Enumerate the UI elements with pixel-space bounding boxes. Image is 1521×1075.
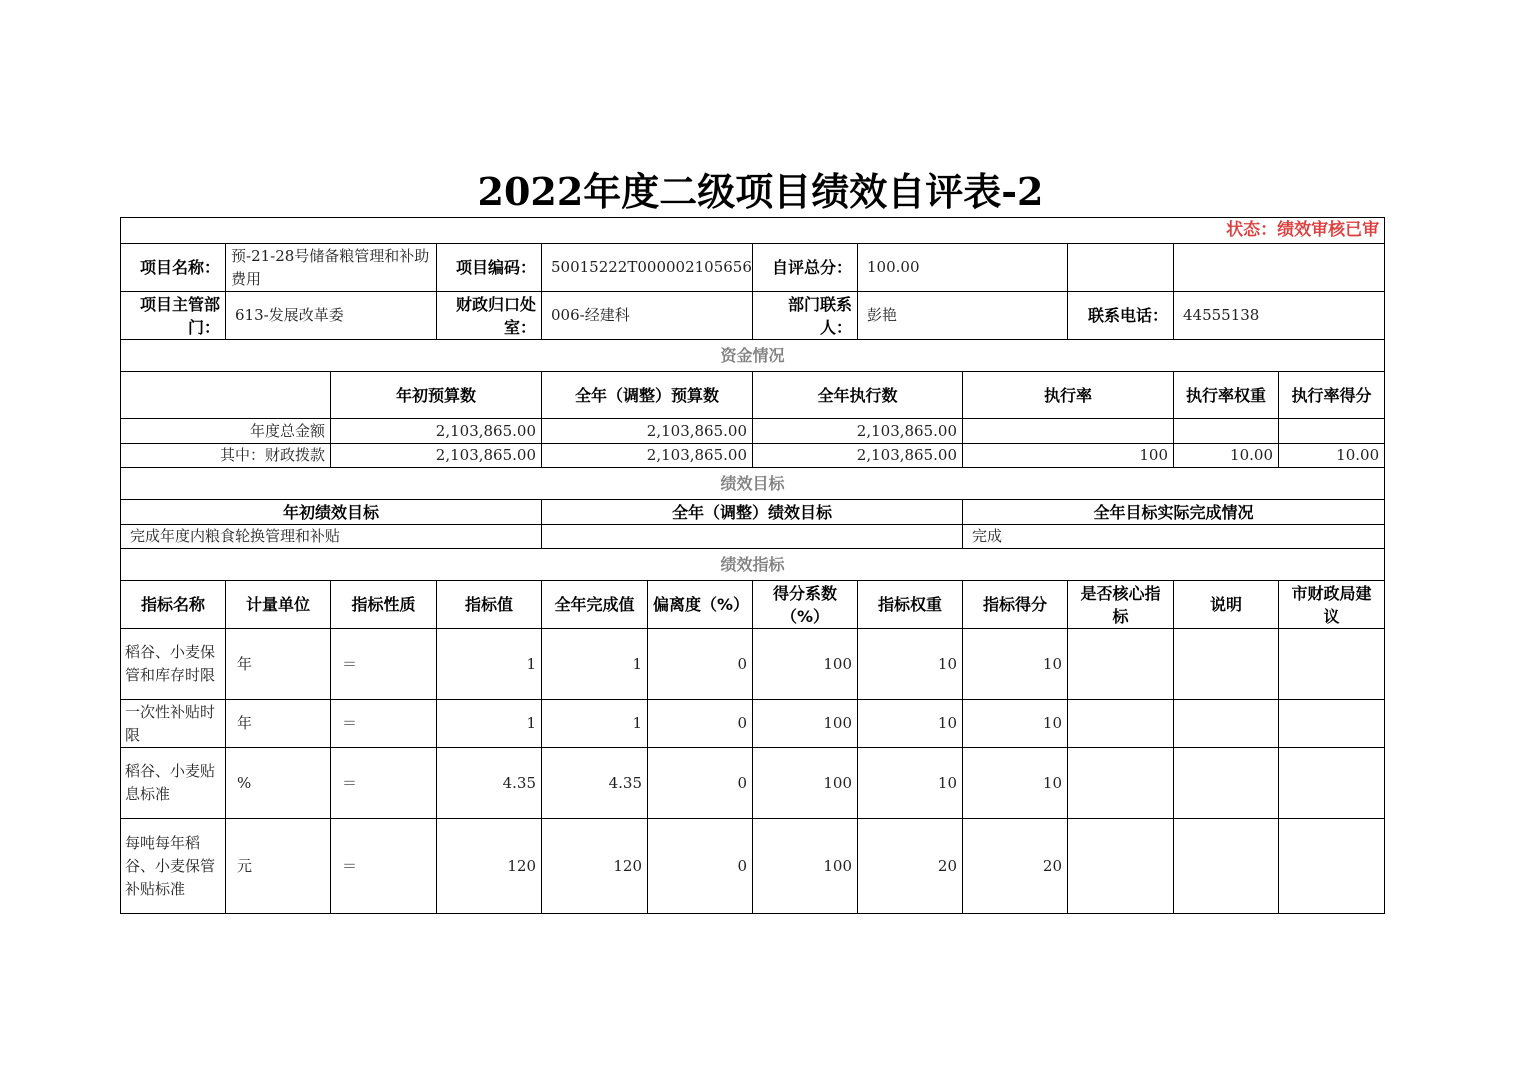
project-code-value: 50015222T000002105656 <box>542 244 753 292</box>
funds-header-row <box>121 372 1385 419</box>
indicator-deviation: 0 <box>648 700 753 748</box>
funds-header: 执行率权重 <box>1174 372 1279 419</box>
indicators-section-row <box>121 549 1385 581</box>
funds-row-label: 其中：财政拨款 <box>121 444 331 468</box>
indicator-header: 是否核心指标 <box>1068 581 1174 629</box>
goals-section-row <box>121 468 1385 500</box>
funds-weight <box>1174 419 1279 444</box>
funds-header: 执行率 <box>963 372 1174 419</box>
goal-initial: 完成年度内粮食轮换管理和补贴 <box>121 525 542 549</box>
info-row-2 <box>121 292 1385 340</box>
indicator-core <box>1068 819 1174 914</box>
evaluation-table <box>120 217 1385 914</box>
phone-label: 联系电话： <box>1068 292 1174 340</box>
goals-section-title: 绩效目标 <box>121 468 1385 500</box>
indicator-header: 得分系数（%） <box>753 581 858 629</box>
funds-row <box>121 444 1385 468</box>
indicator-coef: 100 <box>753 819 858 914</box>
funds-adjusted: 2,103,865.00 <box>542 444 753 468</box>
indicator-header: 指标值 <box>437 581 542 629</box>
indicator-header: 指标性质 <box>331 581 437 629</box>
funds-row <box>121 419 1385 444</box>
indicator-weight: 10 <box>858 629 963 700</box>
finance-office-value: 006-经建科 <box>542 292 753 340</box>
funds-initial: 2,103,865.00 <box>331 419 542 444</box>
dept-label: 项目主管部门： <box>121 292 226 340</box>
indicator-weight: 10 <box>858 700 963 748</box>
project-code-label: 项目编码： <box>437 244 542 292</box>
indicator-target: 1 <box>437 629 542 700</box>
indicator-unit: 年 <box>226 629 331 700</box>
indicator-nature: ＝ <box>331 748 437 819</box>
funds-header: 全年执行数 <box>753 372 963 419</box>
indicator-unit: 年 <box>226 700 331 748</box>
indicator-note <box>1174 819 1279 914</box>
indicator-note <box>1174 700 1279 748</box>
indicators-header-row <box>121 581 1385 629</box>
indicator-note <box>1174 629 1279 700</box>
project-name-value: 预-21-28号储备粮管理和补助费用 <box>226 244 437 292</box>
project-name-label: 项目名称： <box>121 244 226 292</box>
indicator-target: 4.35 <box>437 748 542 819</box>
funds-section-title: 资金情况 <box>121 340 1385 372</box>
indicator-core <box>1068 700 1174 748</box>
status-badge: 状态：绩效审核已审 <box>121 218 1385 244</box>
indicator-name: 稻谷、小麦贴息标准 <box>121 748 226 819</box>
goal-adjusted <box>542 525 963 549</box>
indicator-core <box>1068 748 1174 819</box>
indicator-unit: 元 <box>226 819 331 914</box>
indicators-section-title: 绩效指标 <box>121 549 1385 581</box>
indicator-target: 1 <box>437 700 542 748</box>
indicator-actual: 1 <box>542 629 648 700</box>
indicator-weight: 10 <box>858 748 963 819</box>
goal-actual: 完成 <box>963 525 1385 549</box>
indicator-coef: 100 <box>753 748 858 819</box>
dept-value: 613-发展改革委 <box>226 292 437 340</box>
indicator-weight: 20 <box>858 819 963 914</box>
indicator-note <box>1174 748 1279 819</box>
goals-header: 全年目标实际完成情况 <box>963 500 1385 525</box>
funds-initial: 2,103,865.00 <box>331 444 542 468</box>
indicator-header: 偏离度（%） <box>648 581 753 629</box>
self-score-label: 自评总分： <box>753 244 858 292</box>
indicator-score: 20 <box>963 819 1068 914</box>
indicator-nature: ＝ <box>331 819 437 914</box>
goals-header-row <box>121 500 1385 525</box>
indicator-name: 每吨每年稻谷、小麦保管补贴标准 <box>121 819 226 914</box>
funds-score: 10.00 <box>1279 444 1385 468</box>
funds-header: 年初预算数 <box>331 372 542 419</box>
indicator-core <box>1068 629 1174 700</box>
page-title: 2022年度二级项目绩效自评表-2 <box>477 169 1044 214</box>
funds-header: 全年（调整）预算数 <box>542 372 753 419</box>
empty-cell <box>1068 244 1174 292</box>
table-row <box>121 748 1385 819</box>
finance-office-label: 财政归口处室： <box>437 292 542 340</box>
empty-cell <box>1174 244 1385 292</box>
indicator-header: 全年完成值 <box>542 581 648 629</box>
funds-executed: 2,103,865.00 <box>753 419 963 444</box>
indicator-nature: ＝ <box>331 629 437 700</box>
indicator-actual: 120 <box>542 819 648 914</box>
indicator-deviation: 0 <box>648 629 753 700</box>
phone-value: 44555138 <box>1174 292 1385 340</box>
indicator-advice <box>1279 629 1385 700</box>
indicator-header: 计量单位 <box>226 581 331 629</box>
indicator-header: 指标权重 <box>858 581 963 629</box>
indicator-score: 10 <box>963 700 1068 748</box>
funds-row-label: 年度总金额 <box>121 419 331 444</box>
indicator-header: 指标得分 <box>963 581 1068 629</box>
contact-value: 彭艳 <box>858 292 1068 340</box>
table-row <box>121 819 1385 914</box>
indicator-name: 一次性补贴时限 <box>121 700 226 748</box>
indicator-score: 10 <box>963 629 1068 700</box>
indicator-actual: 4.35 <box>542 748 648 819</box>
indicator-advice <box>1279 819 1385 914</box>
empty-cell <box>121 372 331 419</box>
indicator-score: 10 <box>963 748 1068 819</box>
indicator-header: 市财政局建议 <box>1279 581 1385 629</box>
funds-header: 执行率得分 <box>1279 372 1385 419</box>
goals-row <box>121 525 1385 549</box>
indicator-coef: 100 <box>753 629 858 700</box>
funds-weight: 10.00 <box>1174 444 1279 468</box>
indicator-deviation: 0 <box>648 748 753 819</box>
funds-section-row <box>121 340 1385 372</box>
indicator-advice <box>1279 748 1385 819</box>
indicator-name: 稻谷、小麦保管和库存时限 <box>121 629 226 700</box>
indicator-nature: ＝ <box>331 700 437 748</box>
table-row <box>121 700 1385 748</box>
indicator-unit: % <box>226 748 331 819</box>
self-score-value: 100.00 <box>858 244 1068 292</box>
indicator-actual: 1 <box>542 700 648 748</box>
funds-adjusted: 2,103,865.00 <box>542 419 753 444</box>
status-row <box>121 218 1385 244</box>
funds-executed: 2,103,865.00 <box>753 444 963 468</box>
funds-rate <box>963 419 1174 444</box>
table-row <box>121 629 1385 700</box>
info-row-1 <box>121 244 1385 292</box>
contact-label: 部门联系人： <box>753 292 858 340</box>
goals-header: 年初绩效目标 <box>121 500 542 525</box>
indicator-header: 说明 <box>1174 581 1279 629</box>
funds-score <box>1279 419 1385 444</box>
indicator-target: 120 <box>437 819 542 914</box>
indicator-header: 指标名称 <box>121 581 226 629</box>
indicator-advice <box>1279 700 1385 748</box>
funds-rate: 100 <box>963 444 1174 468</box>
indicator-coef: 100 <box>753 700 858 748</box>
goals-header: 全年（调整）绩效目标 <box>542 500 963 525</box>
indicator-deviation: 0 <box>648 819 753 914</box>
